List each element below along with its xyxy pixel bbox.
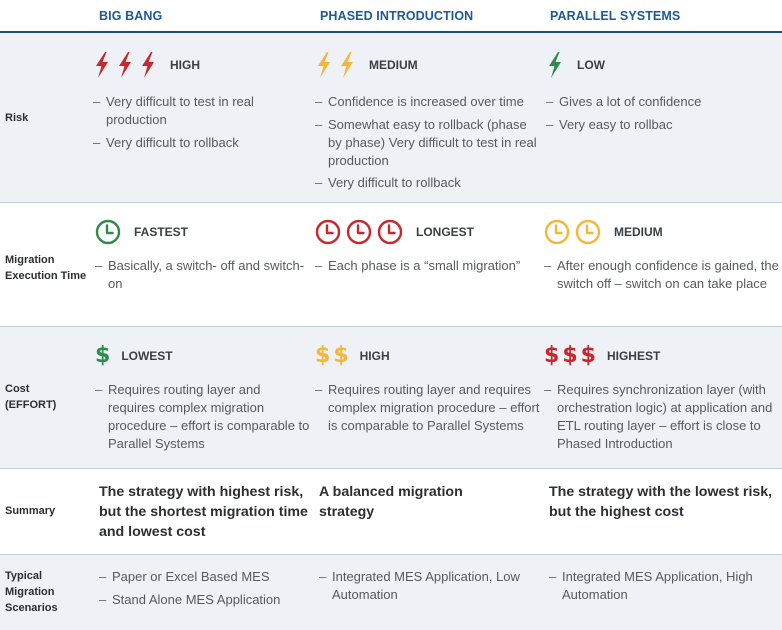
list-item: – Very difficult to test in real production: [93, 93, 308, 129]
cost-parallel-list: [544, 381, 780, 453]
row-cost: [0, 327, 782, 469]
risk-phased-list: [315, 93, 540, 192]
list-item: – Very difficult to rollback: [315, 174, 540, 192]
row-typical-migration-scenarios: [0, 555, 782, 630]
column-header-phased-introduction: PHASED INTRODUCTION: [320, 9, 474, 23]
time-level: LONGEST: [416, 225, 475, 239]
cost-phased-list: [315, 381, 540, 435]
risk-phased-cell: [315, 50, 540, 197]
dollar-icon: $ $: [315, 343, 349, 368]
row-label-risk: Risk: [5, 112, 29, 124]
time-phased-cell: [315, 217, 540, 280]
time-big-bang-cell: [95, 217, 310, 298]
summary-phased: A balanced migration strategy: [319, 484, 463, 520]
cost-big-bang-list: [95, 381, 310, 453]
risk-level: LOW: [577, 58, 605, 72]
row-risk: [0, 33, 782, 203]
time-big-bang-list: [95, 257, 310, 293]
risk-parallel-cell: [546, 50, 780, 138]
row-summary: [0, 469, 782, 555]
summary-big-bang: The strategy with highest risk, but the shortest migration time and lowest cost: [99, 484, 308, 540]
time-parallel-list: [544, 257, 780, 293]
table-header: [0, 0, 782, 33]
row-label-cost: Cost (EFFORT): [5, 383, 57, 411]
list-item: – Stand Alone MES Application: [99, 591, 311, 609]
summary-parallel: The strategy with the lowest risk, but the highest cost: [549, 484, 773, 520]
cost-level: HIGH: [359, 349, 390, 363]
row-label-summary: Summary: [5, 505, 56, 517]
dollar-icon: $: [95, 343, 111, 368]
list-item: – Very easy to rollbac: [546, 116, 780, 134]
cost-phased-cell: [315, 341, 540, 440]
list-item: – Integrated MES Application, Low Automation: [319, 568, 529, 604]
cost-big-bang-cell: [95, 341, 310, 458]
clock-icon: [544, 219, 606, 245]
scenarios-big-bang-list: [99, 568, 311, 613]
risk-parallel-list: [546, 93, 780, 134]
clock-icon: [95, 219, 126, 245]
scenarios-parallel-list: [549, 568, 759, 609]
list-item: – After enough confidence is gained, the switch off – switch on can take place: [544, 257, 780, 293]
risk-big-bang-cell: [93, 50, 308, 156]
risk-level: MEDIUM: [369, 58, 418, 72]
time-level: FASTEST: [134, 225, 189, 239]
cost-level: LOWEST: [121, 349, 173, 363]
list-item: – Requires synchronization layer (with orchestration logic) at application and ETL routing layer – effort is close to Phased Introduction: [544, 381, 780, 453]
list-item: – Somewhat easy to rollback (phase by phase) Very difficult to test in real production: [315, 116, 540, 170]
list-item: – Requires routing layer and requires complex migration procedure – effort is comparable to Parallel Systems: [315, 381, 540, 435]
clock-icon: [315, 219, 408, 245]
list-item: – Paper or Excel Based MES: [99, 568, 311, 586]
list-item: – Confidence is increased over time: [315, 93, 540, 111]
cost-parallel-cell: [544, 341, 780, 458]
list-item: – Requires routing layer and requires complex migration procedure – effort is comparable to Parallel Systems: [95, 381, 310, 453]
row-label-typical-migration-scenarios: Typical Migration Scenarios: [5, 570, 58, 614]
scenarios-phased-list: [319, 568, 529, 609]
column-header-parallel-systems: PARALLEL SYSTEMS: [550, 9, 681, 23]
row-migration-execution-time: [0, 203, 782, 327]
time-phased-list: [315, 257, 540, 275]
lightning-bolt-icon: [546, 52, 569, 78]
row-label-migration-execution-time: Migration Execution Time: [5, 254, 87, 282]
list-item: – Each phase is a “small migration”: [315, 257, 540, 275]
lightning-bolt-icon: [315, 52, 361, 78]
list-item: – Very difficult to rollback: [93, 134, 308, 152]
list-item: – Integrated MES Application, High Automation: [549, 568, 759, 604]
dollar-icon: $ $ $: [544, 343, 596, 368]
cost-level: HIGHEST: [606, 349, 661, 363]
risk-big-bang-list: [93, 93, 308, 152]
lightning-bolt-icon: [93, 52, 162, 78]
time-level: MEDIUM: [614, 225, 663, 239]
column-header-big-bang: BIG BANG: [99, 9, 163, 23]
risk-level: HIGH: [170, 58, 200, 72]
time-parallel-cell: [544, 217, 780, 298]
list-item: – Basically, a switch- off and switch-on: [95, 257, 310, 293]
list-item: – Gives a lot of confidence: [546, 93, 780, 111]
